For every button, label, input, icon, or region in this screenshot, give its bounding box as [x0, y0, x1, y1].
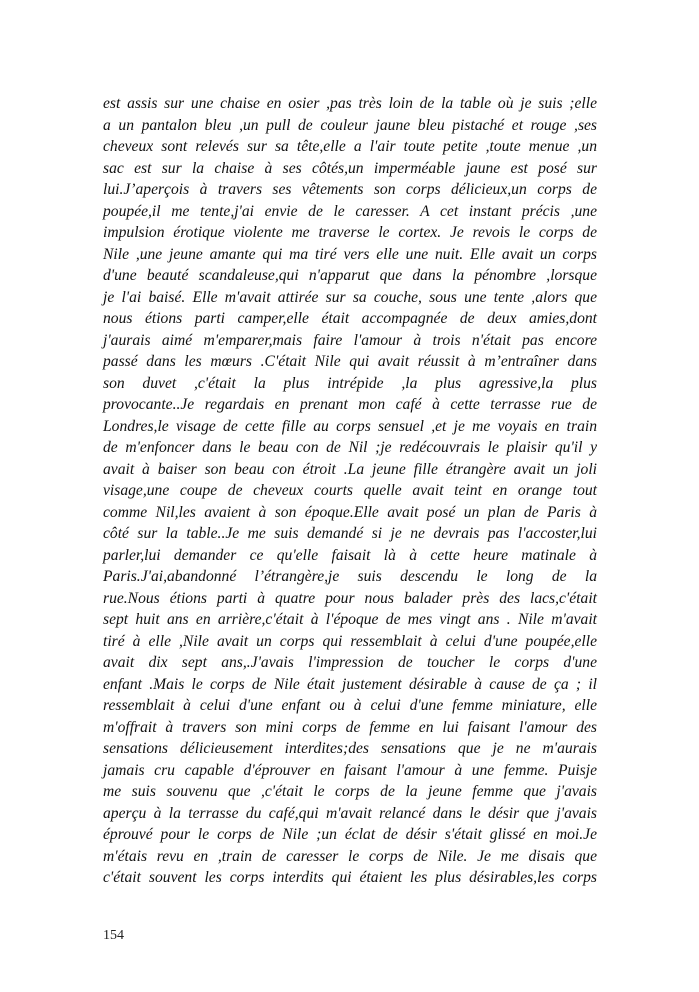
text-line: Londres,le visage de cette fille au corps sensuel ,et je me voyais en train — [103, 417, 597, 435]
text-line: avait dix sept ans,.J'avais l'impression de toucher le corps d'une — [103, 654, 597, 671]
text-line: rue.Nous étions parti à quatre pour nous balader près des lacs,c'était — [103, 589, 597, 607]
text-line: aperçu à la terrasse du café,qui m'avait relancé dans le désir que j'avais — [103, 804, 597, 822]
text-line: c'était souvent les corps interdits qui étaient les plus désirables,les corps — [103, 869, 597, 886]
text-line: visage,une coupe de cheveux courts quelle avait teint en orange tout — [103, 482, 597, 499]
text-line: Nile ,une jeune amante qui ma tiré vers elle une nuit. Elle avait un corps — [103, 245, 597, 263]
text-line: jamais cru capable d'éprouver en faisant l'amour à une femme. Puisje — [103, 761, 597, 779]
text-line: enfant .Mais le corps de Nile était justement désirable à cause de ça ; il — [103, 675, 597, 693]
text-line: côté sur la table..Je me suis demandé si je ne devrais pas l'accoster,lui — [103, 525, 597, 542]
text-line: parler,lui demander ce qu'elle faisait là à cette heure matinale à — [103, 546, 597, 564]
text-line: m'offrait à travers son mini corps de femme en lui faisant l'amour des — [103, 718, 597, 736]
text-line: de m'enfoncer dans le beau con de Nil ;je redécouvrais le plaisir qu'il y — [103, 439, 597, 456]
text-line: d'une beauté scandaleuse,qui n'apparut que dans la pénombre ,lorsque — [103, 267, 597, 284]
text-line: a un pantalon bleu ,un pull de couleur jaune bleu pistaché et rouge ,ses — [103, 116, 597, 134]
text-line: provocante..Je regardais en prenant mon café à cette terrasse rue de — [103, 396, 597, 413]
text-line: sept huit ans en arrière,c'était à l'époque de mes vingt ans . Nile m'avait — [103, 611, 597, 628]
text-line: m'étais revu en ,train de caresser le corps de Nile. Je me disais que — [103, 847, 597, 865]
page-number: 154 — [103, 928, 124, 943]
text-line: sensations délicieusement interdites;des sensations que je ne m'aurais — [103, 740, 597, 757]
text-line: cheveux sont relevés sur sa tête,elle a l'air toute petite ,toute menue ,un — [103, 138, 597, 155]
text-line: comme Nil,les avaient à son époque.Elle avait posé un plan de Paris à — [103, 503, 597, 521]
text-line: tiré à elle ,Nile avait un corps qui ressemblait à celui d'une poupée,elle — [103, 632, 597, 650]
text-line: je l'ai baisé. Elle m'avait attirée sur sa couche, sous une tente ,alors que — [103, 288, 597, 306]
text-line: nous étions parti camper,elle était accompagnée de deux amies,dont — [103, 310, 597, 327]
text-line: sac est sur la chaise à ses côtés,un imperméable jaune est posé sur — [103, 159, 597, 177]
text-line: j'aurais aimé m'emparer,mais faire l'amour à trois n'était pas encore — [103, 331, 597, 349]
text-line: poupée,il me tente,j'ai envie de le caresser. A cet instant précis ,une — [103, 202, 597, 220]
text-line: lui.J’aperçois à travers ses vêtements son corps délicieux,un corps de — [103, 181, 597, 198]
text-line: son duvet ,c'était la plus intrépide ,la plus agressive,la plus — [103, 374, 597, 392]
text-line: ressemblait à celui d'une enfant ou à celui d'une femme miniature, elle — [103, 697, 597, 714]
text-line: impulsion érotique violente me traverse le cortex. Je revois le corps de — [103, 224, 597, 241]
text-line: est assis sur une chaise en osier ,pas très loin de la table où je suis ;elle — [103, 95, 597, 112]
text-line: passé dans les mœurs .C'était Nile qui avait réussit à m’entraîner dans — [103, 353, 597, 370]
text-line: me suis souvenu que ,c'était le corps de la jeune femme que j'avais — [103, 783, 597, 800]
text-line: avait à baiser son beau con étroit .La jeune fille étrangère avait un joli — [103, 460, 597, 478]
text-line: éprouvé pour le corps de Nile ;un éclat de désir s'était glissé en moi.Je — [103, 826, 597, 843]
text-line: Paris.J'ai,abandonné l’étrangère,je suis descendu le long de la — [103, 568, 597, 585]
body-text — [103, 93, 597, 889]
